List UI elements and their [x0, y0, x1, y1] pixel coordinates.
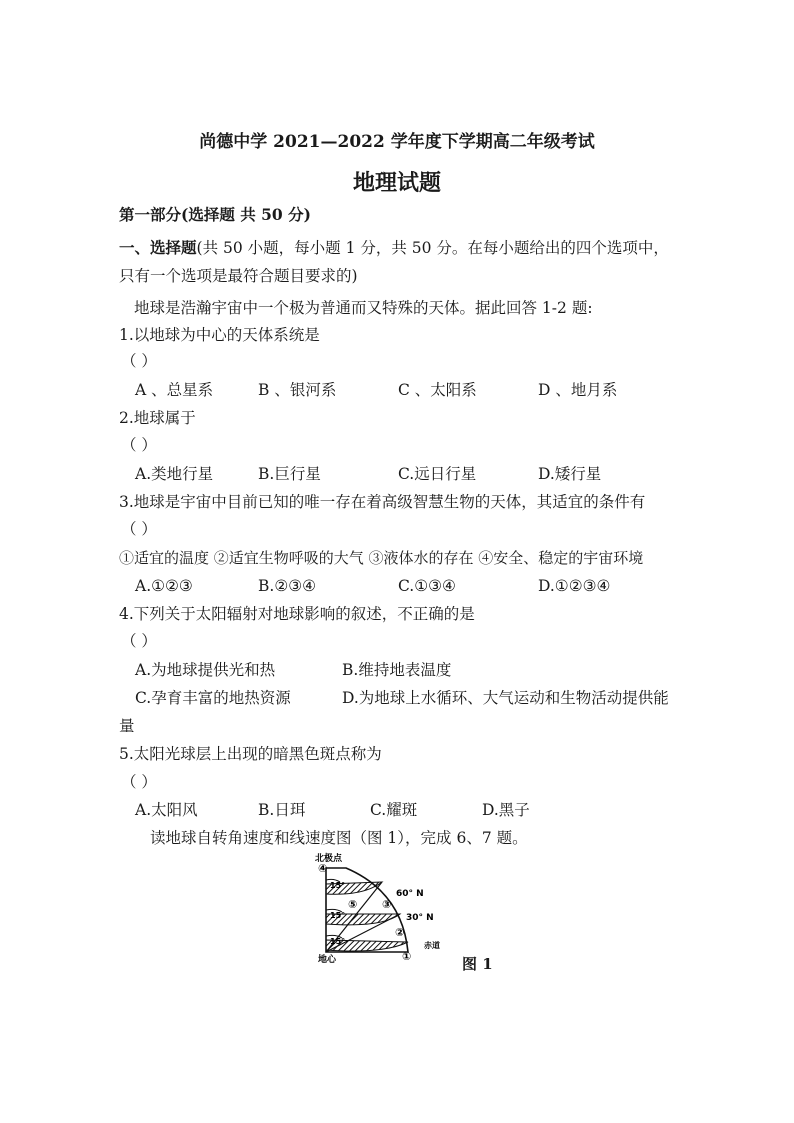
question-3-option-b[interactable]: B.②③④ [258, 577, 317, 595]
question-5-paren: （ ） [121, 773, 157, 791]
section-label: 一、选择题 [119, 238, 197, 257]
question-5-stem: 5.太阳光球层上出现的暗黑色斑点称为 [119, 745, 382, 763]
question-3-option-d[interactable]: D.①②③④ [538, 577, 611, 595]
label-lat-30: 30° N [406, 913, 434, 923]
question-2-option-d[interactable]: D.矮行星 [538, 465, 602, 483]
question-4-option-b[interactable]: B.维持地表温度 [342, 661, 452, 679]
question-2-option-b[interactable]: B.巨行星 [258, 465, 321, 483]
question-1-stem: 1.以地球为中心的天体系统是 [119, 326, 320, 344]
question-4-paren: （ ） [121, 632, 157, 650]
question-2-option-a[interactable]: A.类地行星 [135, 465, 214, 483]
label-earth-center: 地心 [318, 955, 337, 964]
figure-caption: 图 1 [462, 955, 493, 973]
question-1-option-d[interactable]: D 、地月系 [538, 381, 618, 399]
part-heading: 第一部分(选择题 共 50 分) [119, 205, 311, 224]
label-lat-60: 60° N [396, 889, 424, 899]
label-c2: ② [395, 926, 405, 939]
label-angle-3: 15° [330, 937, 346, 946]
question-3-stem: 3.地球是宇宙中目前已知的唯一存在着高级智慧生物的天体，其适宜的条件有 [119, 493, 646, 511]
question-2-stem: 2.地球属于 [119, 409, 196, 427]
question-4-option-c[interactable]: C.孕育丰富的地热资源 [135, 689, 291, 707]
section-instruction-text: (共 50 小题，每小题 1 分，共 50 分。在每小题给出的四个选项中， [196, 239, 669, 257]
question-1-option-c[interactable]: C 、太阳系 [398, 381, 477, 399]
label-c5: ⑤ [348, 898, 358, 911]
question-1-option-a[interactable]: A 、总星系 [135, 381, 214, 399]
question-3-paren: （ ） [121, 520, 157, 538]
question-4-stem: 4.下列关于太阳辐射对地球影响的叙述，不正确的是 [119, 605, 475, 623]
question-5-option-a[interactable]: A.太阳风 [135, 801, 198, 819]
question-5-option-c[interactable]: C.耀斑 [370, 801, 418, 819]
section-instruction-line2: 只有一个选项是最符合题目要求的) [119, 267, 358, 285]
section-instruction [119, 238, 669, 258]
label-angle-2: 15° [330, 911, 346, 920]
label-c3: ③ [382, 898, 392, 911]
question-5-option-d[interactable]: D.黑子 [482, 801, 530, 819]
question-3-option-c[interactable]: C.①③④ [398, 577, 456, 595]
label-angle-1: 15° [330, 881, 346, 890]
question-2-option-c[interactable]: C.远日行星 [398, 465, 477, 483]
label-equator: 赤道 [424, 941, 440, 950]
question-3-conditions: ①适宜的温度 ②适宜生物呼吸的大气 ③液体水的存在 ④安全、稳定的宇宙环境 [119, 549, 644, 567]
question-4-option-d[interactable]: D.为地球上水循环、大气运动和生物活动提供能 [342, 689, 669, 707]
question-5-option-b[interactable]: B.日珥 [258, 801, 306, 819]
label-c4: ④ [318, 862, 328, 875]
earth-rotation-diagram [312, 852, 452, 964]
label-c1: ① [402, 950, 412, 963]
label-north-pole: 北极点 [315, 854, 343, 864]
passage-intro: 地球是浩瀚宇宙中一个极为普通而又特殊的天体。据此回答 1-2 题: [134, 299, 593, 317]
earth-rotation-svg [312, 852, 452, 964]
question-1-paren: （ ） [121, 352, 157, 370]
question-2-paren: （ ） [121, 436, 157, 454]
question-1-option-b[interactable]: B 、银河系 [258, 381, 337, 399]
exam-title: 尚德中学 2021—2022 学年度下学期高二年级考试 [199, 132, 595, 152]
question-3-option-a[interactable]: A.①②③ [135, 577, 193, 595]
question-4-option-d-wrap: 量 [119, 717, 135, 735]
figure-intro: 读地球自转角速度和线速度图（图 1），完成 6、7 题。 [150, 829, 528, 847]
subject-title: 地理试题 [352, 170, 441, 196]
question-4-option-a[interactable]: A.为地球提供光和热 [135, 661, 276, 679]
